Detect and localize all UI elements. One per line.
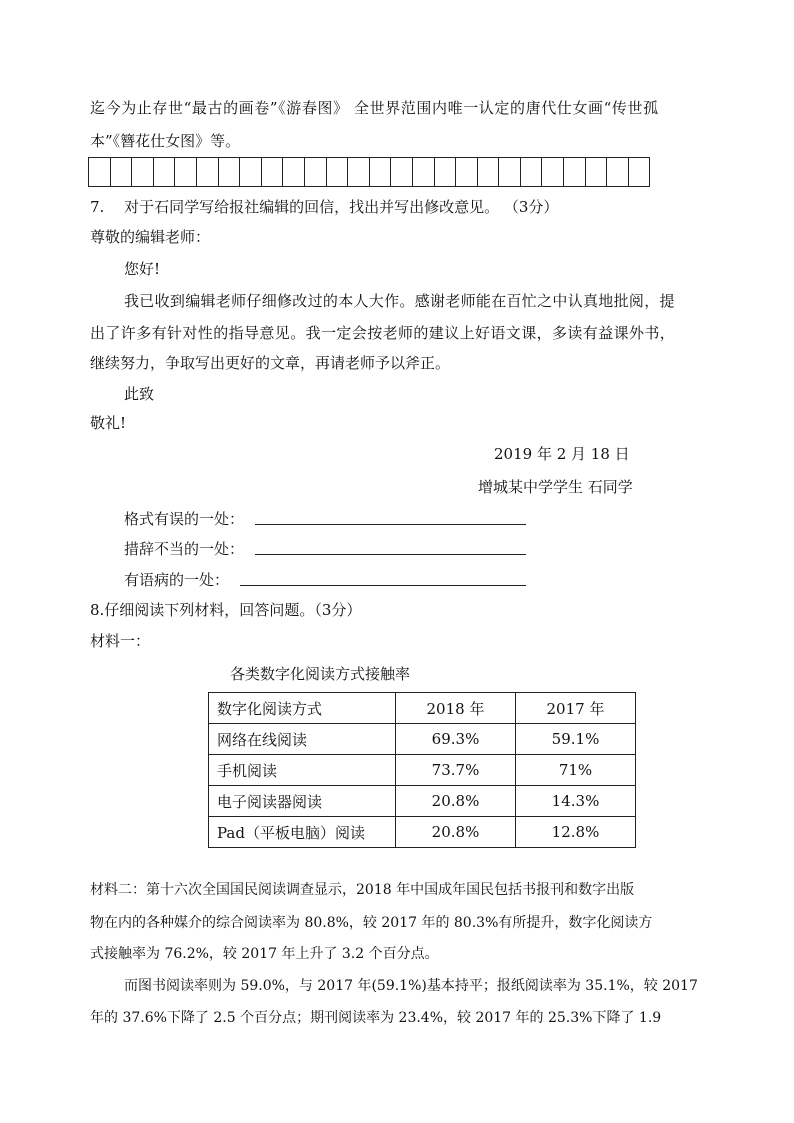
grid-cell[interactable]	[262, 157, 284, 187]
table-cell: 12.8%	[516, 817, 636, 848]
grid-cell[interactable]	[413, 157, 435, 187]
grid-cell[interactable]	[499, 157, 521, 187]
question-8-title: 8.仔细阅读下列材料，回答问题。（3分）	[90, 601, 362, 619]
table-cell: 14.3%	[516, 786, 636, 817]
grid-cell[interactable]	[89, 157, 111, 187]
grid-cell[interactable]	[197, 157, 219, 187]
grid-cell[interactable]	[240, 157, 262, 187]
table-row	[209, 817, 636, 848]
intro-line-2: 本”《簪花仕女图》等。	[90, 132, 241, 150]
material-2-line-4: 而图书阅读率则为 59.0%，与 2017 年(59.1%)基本持平；报纸阅读率为 35.1%，较 2017	[124, 978, 698, 994]
grid-cell[interactable]	[607, 157, 629, 187]
table-cell: Pad（平板电脑）阅读	[209, 817, 396, 848]
table-cell: 20.8%	[396, 817, 516, 848]
grid-cell[interactable]	[478, 157, 500, 187]
grid-cell[interactable]	[629, 157, 651, 187]
grid-cell[interactable]	[370, 157, 392, 187]
blank-label-grammar: 有语病的一处：	[124, 571, 230, 589]
grid-cell[interactable]	[219, 157, 241, 187]
table-row	[209, 755, 636, 786]
material-2-line-1: 材料二：第十六次全国国民阅读调查显示，2018 年中国成年国民包括书报刊和数字出版	[90, 882, 635, 898]
grid-cell[interactable]	[111, 157, 133, 187]
blank-label-format: 格式有误的一处：	[124, 510, 245, 528]
letter-closing-2: 敬礼!	[90, 414, 127, 432]
blank-label-wording: 措辞不当的一处：	[124, 540, 245, 558]
table-header-cell: 数字化阅读方式	[209, 693, 396, 724]
letter-greeting: 您好!	[124, 260, 161, 278]
answer-blank-grammar[interactable]	[240, 585, 526, 586]
grid-cell[interactable]	[564, 157, 586, 187]
table-header-cell: 2017 年	[516, 693, 636, 724]
grid-cell[interactable]	[586, 157, 608, 187]
letter-closing-1: 此致	[124, 385, 155, 403]
table-header-row	[209, 693, 636, 724]
table-cell: 59.1%	[516, 724, 636, 755]
table-cell: 电子阅读器阅读	[209, 786, 396, 817]
answer-blank-format[interactable]	[255, 524, 526, 525]
grid-cell[interactable]	[456, 157, 478, 187]
table-header-cell: 2018 年	[396, 693, 516, 724]
letter-body-line-3: 继续努力，争取写出更好的文章，再请老师予以斧正。	[90, 354, 451, 372]
table-cell: 手机阅读	[209, 755, 396, 786]
grid-cell[interactable]	[542, 157, 564, 187]
table-cell: 71%	[516, 755, 636, 786]
table-row	[209, 724, 636, 755]
material-1-label: 材料一：	[90, 632, 151, 650]
grid-cell[interactable]	[175, 157, 197, 187]
material-2-line-3: 式接触率为 76.2%，较 2017 年上升了 3.2 个百分点。	[90, 946, 439, 962]
grid-cell[interactable]	[305, 157, 327, 187]
answer-blank-wording[interactable]	[255, 554, 526, 555]
table-cell: 69.3%	[396, 724, 516, 755]
grid-cell[interactable]	[283, 157, 305, 187]
grid-cell[interactable]	[348, 157, 370, 187]
material-2-line-2: 物在内的各种媒介的综合阅读率为 80.8%，较 2017 年的 80.3%有所提升，数字化阅读方	[90, 915, 653, 931]
table-cell: 网络在线阅读	[209, 724, 396, 755]
letter-body-line-1: 我已收到编辑老师仔细修改过的本人大作。感谢老师能在百忙之中认真地批阅，提	[124, 292, 675, 310]
grid-cell[interactable]	[521, 157, 543, 187]
letter-signature: 增城某中学学生 石同学	[478, 478, 633, 496]
letter-salutation: 尊敬的编辑老师：	[90, 228, 211, 246]
material-2-line-5: 年的 37.6%下降了 2.5 个百分点；期刊阅读率为 23.4%，较 2017 年的 25.3%下降了 1.9	[90, 1010, 662, 1026]
table-cell: 73.7%	[396, 755, 516, 786]
grid-cell[interactable]	[132, 157, 154, 187]
answer-grid[interactable]	[88, 157, 650, 187]
table-title: 各类数字化阅读方式接触率	[230, 665, 411, 683]
table-cell: 20.8%	[396, 786, 516, 817]
reading-rate-table	[208, 692, 636, 848]
letter-date: 2019 年 2 月 18 日	[494, 445, 630, 463]
grid-cell[interactable]	[154, 157, 176, 187]
grid-cell[interactable]	[391, 157, 413, 187]
grid-cell[interactable]	[435, 157, 457, 187]
grid-cell[interactable]	[327, 157, 349, 187]
letter-body-line-2: 出了许多有针对性的指导意见。我一定会按老师的建议上好语文课，多读有益课外书，	[90, 324, 676, 342]
table-row	[209, 786, 636, 817]
intro-line-1: 迄今为止存世“最古的画卷”《游春图》 全世界范围内唯一认定的唐代仕女画“传世孤	[90, 99, 659, 117]
question-7-title: 7. 对于石同学写给报社编辑的回信，找出并写出修改意见。 （3分）	[90, 198, 559, 216]
